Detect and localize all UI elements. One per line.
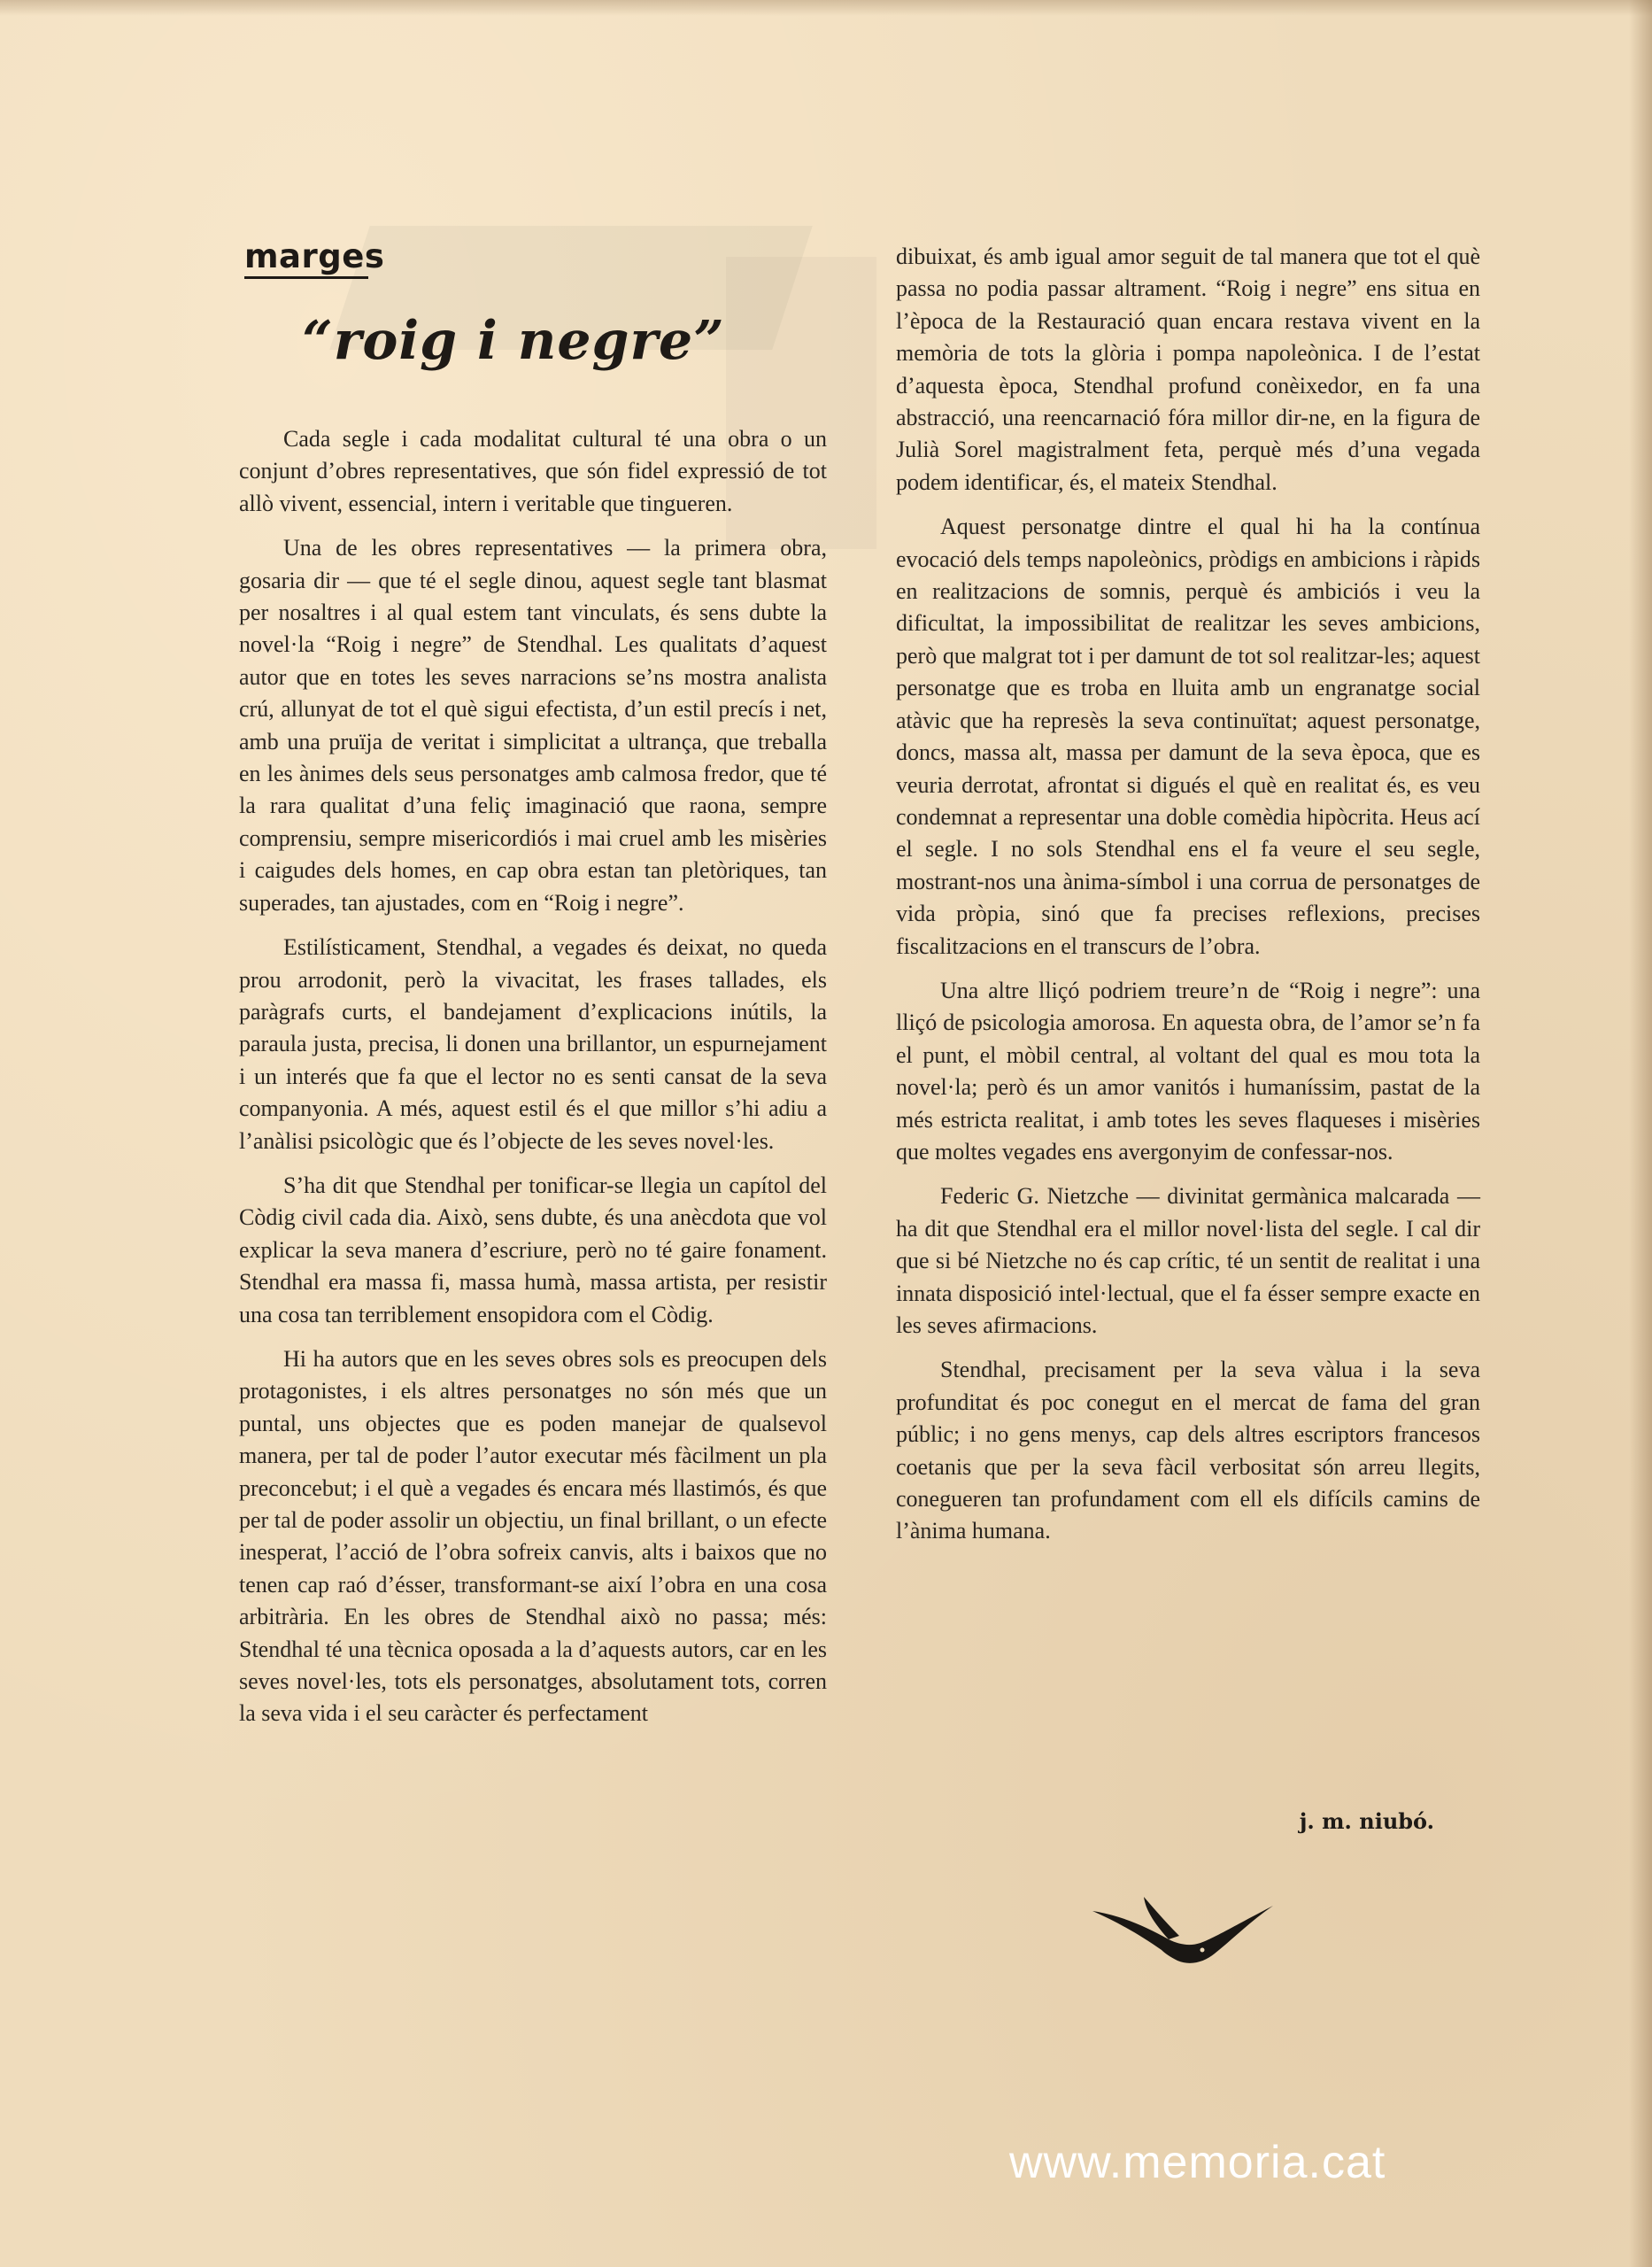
paragraph: Estilísticament, Stendhal, a vegades és deixat, no queda prou arrodonit, però la vivacitat, les frases tallades, els paràgrafs curts, el bandejament d’explicacions inútils, la paraula justa, precisa, li donen una brillantor, un espurnejament i un interés que fa que el lector no es senti cansat de la seva companyonia. A més, aquest estil és el que millor s’hi adiu a l’anàlisi psicològic que és l’objecte de les seves novel·les. (239, 934, 827, 1154)
paragraph: dibuixat, és amb igual amor seguit de tal manera que tot el què passa no podia passar altrament. “Roig i negre” ens situa en l’època de la Restauració quan encara restava vivent en la memòria de tots la glòria i pompa napoleònica. I de l’estat d’aquesta època, Stendhal profund conèixedor, en fa una abstracció, una reencarnació fóra millor dir-ne, en la figura de Julià Sorel magistralment feta, perquè més d’una vegada podem identificar, és, el mateix Stendhal. (896, 244, 1480, 495)
paragraph: S’ha dit que Stendhal per tonificar-se llegia un capítol del Còdig civil cada dia. Això, sens dubte, és una anècdota que vol explicar la seva manera d’escriure, però no té gaire fonament. Stendhal era massa fi, massa humà, massa artista, per resistir una cosa tan terriblement ensopidora com el Còdig. (239, 1172, 827, 1327)
paragraph: Una de les obres representatives — la primera obra, gosaria dir — que té el segle dinou, aquest segle tant blasmat per nosaltres i al qual estem tant vinculats, és sens dubte la novel·la “Roig i negre” de Stendhal. Les qualitats d’aquest autor que en totes les seves narracions se’ns mostra analista crú, allunyat de tot el què sigui efectista, d’un estil precís i net, amb una pruïja de veritat i simplicitat a ultrança, que treballa en les ànimes dels seus personatges amb calmosa fredor, que té la rara qualitat d’una feliç imaginació que raona, sempre comprensiu, sempre misericordiós i mai cruel amb les misèries i caigudes dels homes, en cap obra estan tan pletòriques, tan superades, tan ajustades, com en “Roig i negre”. (239, 535, 827, 916)
section-label: marges (244, 237, 385, 275)
author-signature: j. m. niubó. (1299, 1808, 1434, 1834)
section-label-underline (244, 276, 368, 279)
paragraph: Stendhal, precisament per la seva vàlua i la seva profunditat és poc conegut en el mercat de fama del gran públic; i no gens menys, cap dels altres escriptors francesos coetanis que per la seva fàcil verbositat són arreu llegits, conegueren tan profundament com ell els difícils camins de l’ànima humana. (896, 1357, 1480, 1544)
article-title: “roig i negre” (302, 310, 725, 372)
article-column-left (239, 423, 827, 1743)
watermark-url: www.memoria.cat (1009, 2137, 1386, 2188)
paragraph: Hi ha autors que en les seves obres sols es preocupen dels protagonistes, i els altres personatges no són més que un puntal, uns objectes que es poden manejar de qualsevol manera, per tal de poder l’autor executar més fàcilment un pla preconcebut; i el què a vegades és encara més llastimós, és que per tal de poder assolir un objectiu, un final brillant, o un efecte inesperat, l’acció de l’obra sofreix canvis, alts i baixos que no tenen cap raó d’ésser, transformant-se així l’obra en una cosa arbitrària. En les obres de Stendhal això no passa; més: Stendhal té una tècnica oposada a la d’aquests autors, car en les seves novel·les, tots els personatges, absolutament tots, corren la seva vida i el seu caràcter és perfectament (239, 1345, 827, 1727)
paragraph: Federic G. Nietzche — divinitat germànica malcarada — ha dit que Stendhal era el millor novel·lista del segle. I cal dir que si bé Nietzche no és cap crític, té un sentit de realitat i una innata disposició intel·lectual, que el fa ésser sempre exacte en les seves afirmacions. (896, 1183, 1480, 1338)
paragraph: Aquest personatge dintre el qual hi ha la contínua evocació dels temps napoleònics, pròdigs en ambicions i ràpids en realitzacions de somnis, perquè és ambiciós i veu la dificultat, la impossibilitat de realitzar les seves ambicions, però que malgrat tot i per damunt de tot sol realitzar-les; aquest personatge que es troba en lluita amb un engranatge social atàvic que ha represès la seva continuïtat; aquest personatge, doncs, massa alt, massa per damunt de la seva època, que es veuria derrotat, afrontat si digués el què en realitat és, es veu condemnat a representar una doble comèdia hipòcrita. Heus ací el segle. I no sols Stendhal ens el fa veure el seu segle, mostrant-nos una ànima-símbol i una corrua de personatges de vida pròpia, sinó que fa precises reflexions, precises fiscalitzacions en el transcurs de l’obra. (896, 514, 1480, 959)
swallow-bird-icon (1091, 1895, 1277, 1966)
paragraph: Una altre lliçó podriem treure’n de “Roig i negre”: una lliçó de psicologia amorosa. En aquesta obra, de l’amor se’n fa el punt, el mòbil central, al voltant del qual es mou tota la novel·la; però és un amor vanitós i humaníssim, pastat de la més estricta realitat, i amb totes les seves flaqueses i misèries que moltes vegades ens avergonyim de confessar-nos. (896, 977, 1480, 1164)
paper-edge-shadow (1629, 0, 1652, 2267)
article-column-right (896, 241, 1480, 1560)
paragraph: Cada segle i cada modalitat cultural té una obra o un conjunt d’obres representatives, que són fidel expressió de tot allò vivent, essencial, intern i veritable que tingueren. (239, 426, 827, 516)
paper-top-shadow (0, 0, 1652, 16)
